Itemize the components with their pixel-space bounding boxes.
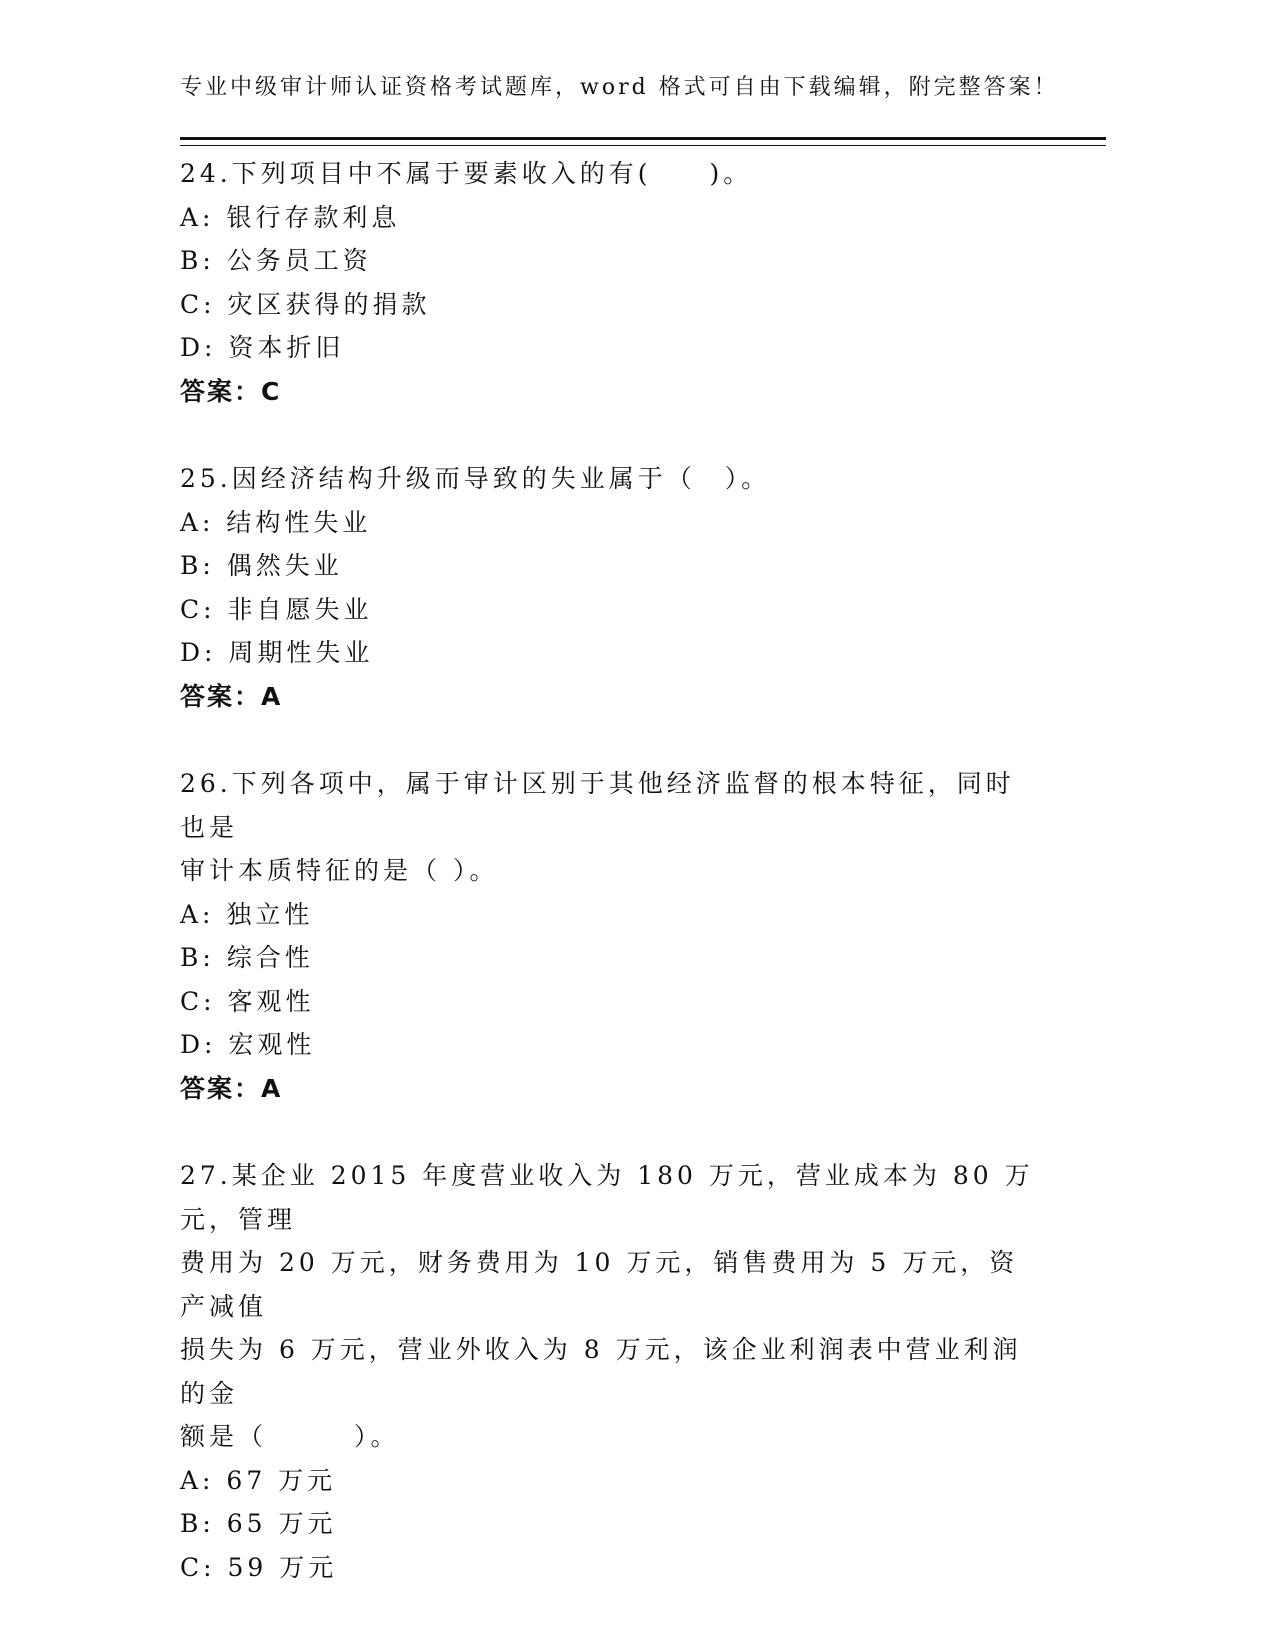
question-25: [180, 457, 1040, 718]
header-divider: [180, 137, 1106, 146]
option-d: D: 宏观性: [180, 1030, 316, 1059]
option-a: A: 银行存款利息: [180, 202, 401, 232]
question-26: [180, 762, 1040, 1110]
option-b: B: 65 万元: [180, 1509, 337, 1538]
question-stem-line-1: 26.下列各项中，属于审计区别于其他经济监督的根本特征，同时也是: [180, 769, 1015, 842]
option-c: C: 非自愿失业: [180, 594, 373, 624]
question-list: [180, 152, 1040, 1589]
question-stem-line-4: 额是（ ）。: [180, 1422, 400, 1451]
option-b: B: 公务员工资: [180, 246, 372, 275]
question-stem: 24.下列项目中不属于要素收入的有( )。: [180, 159, 753, 188]
option-d: D: 资本折旧: [180, 333, 345, 362]
question-stem-line-1: 27.某企业 2015 年度营业收入为 180 万元，营业成本为 80 万元，管理: [180, 1161, 1034, 1234]
option-c: C: 客观性: [180, 986, 315, 1016]
option-a: A: 独立性: [180, 899, 314, 929]
option-a: A: 结构性失业: [180, 507, 372, 537]
page-header: 专业中级审计师认证资格考试题库，word 格式可自由下载编辑，附完整答案！: [180, 75, 1059, 100]
answer-label: 答案：A: [180, 681, 283, 711]
question-stem: 25.因经济结构升级而导致的失业属于（ ）。: [180, 464, 771, 493]
option-d: D: 周期性失业: [180, 638, 374, 667]
answer-label: 答案：A: [180, 1073, 283, 1103]
question-stem-line-2: 审计本质特征的是（ ）。: [180, 856, 499, 885]
option-c: C: 灾区获得的捐款: [180, 289, 431, 319]
question-stem-line-3: 损失为 6 万元，营业外收入为 8 万元，该企业利润表中营业利润的金: [180, 1335, 1022, 1408]
answer-label: 答案：C: [180, 376, 282, 406]
option-b: B: 偶然失业: [180, 551, 343, 580]
option-b: B: 综合性: [180, 943, 314, 972]
option-c: C: 59 万元: [180, 1552, 338, 1582]
question-27: [180, 1154, 1040, 1589]
question-24: [180, 152, 1040, 413]
question-stem-line-2: 费用为 20 万元，财务费用为 10 万元，销售费用为 5 万元，资产减值: [180, 1248, 1019, 1321]
option-a: A: 67 万元: [180, 1465, 337, 1495]
